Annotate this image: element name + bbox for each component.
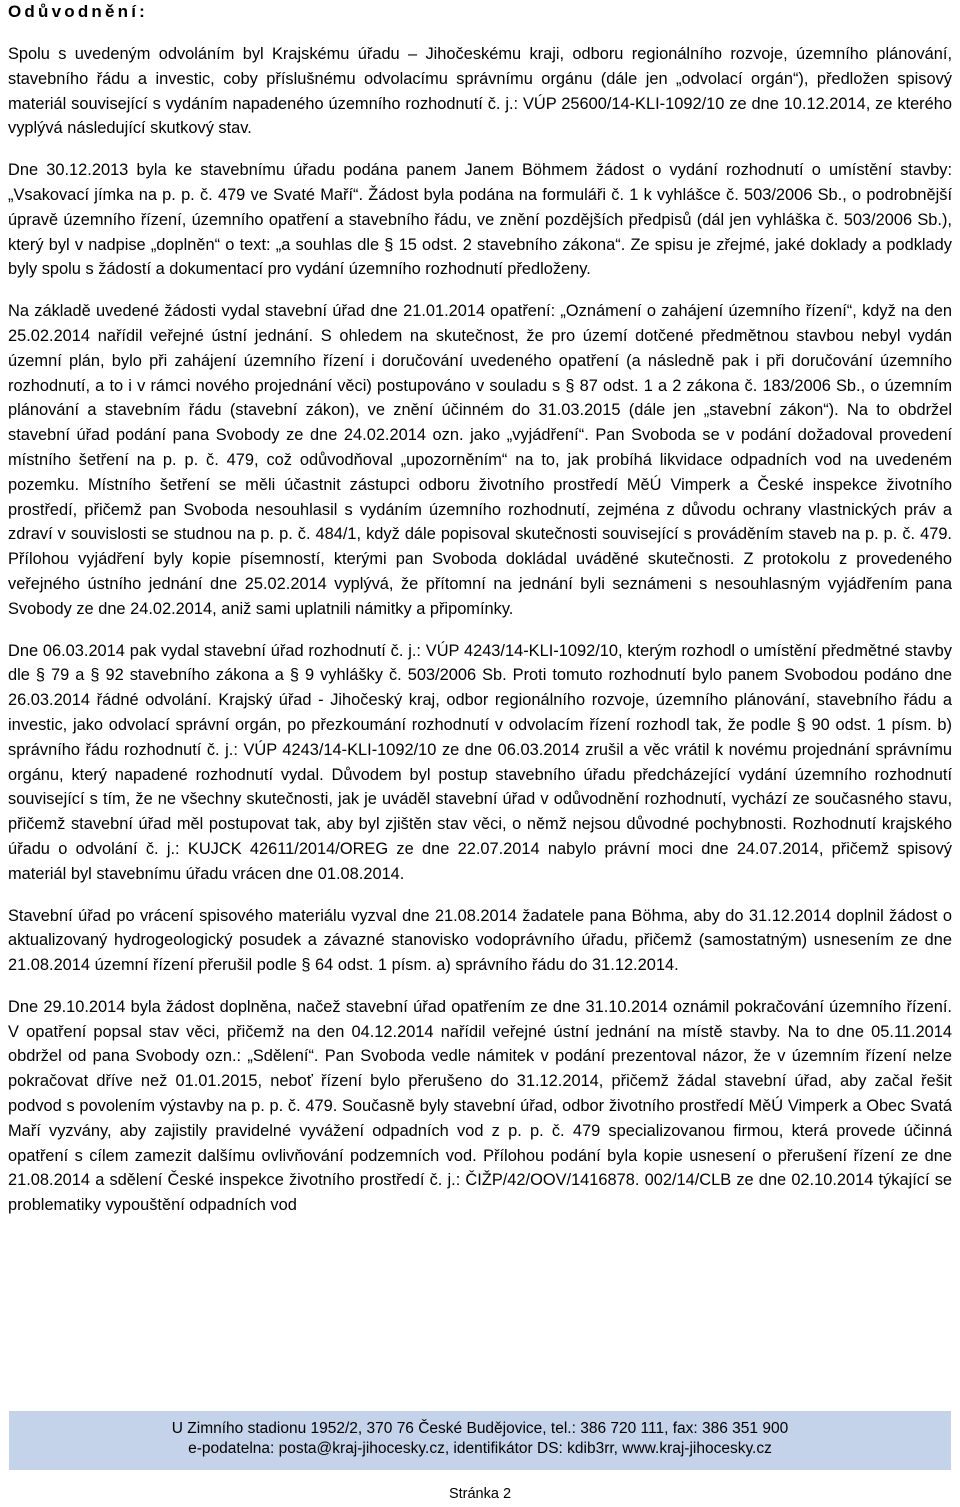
page-number: Stránka 2 <box>448 1486 512 1502</box>
footer-contact-band <box>9 1411 951 1470</box>
footer-contacts: e-podatelna: posta@kraj-jihocesky.cz, identifikátor DS: kdib3rr, www.kraj-jihocesky.cz <box>188 1440 772 1457</box>
paragraph: Na základě uvedené žádosti vydal stavební úřad dne 21.01.2014 opatření: „Oznámení o zahájení územního řízení“, když na den 25.02.2014 nařídil veřejné ústní jednání. S ohledem na skutečnost, že pro území dotčené předmětnou stavbou nebyl vydán územní plán, bylo při zahájení územního řízení i doručování uvedeného opatření (a následně pak i při doručování územního rozhodnutí, a to i v rámci nového projednání věci) postupováno v souladu s § 87 odst. 1 a 2 zákona č. 183/2006 Sb., o územním plánování a stavebním řádu (stavební zákon), ve znění účinném do 31.03.2015 (dále jen „stavební zákon“). Na to obdržel stavební úřad podání pana Svobody ze dne 24.02.2014 ozn. jako „vyjádření“. Pan Svoboda se v podání dožadoval provedení místního šetření na p. p. č. 479, což odůvodňoval „upozorněním“ na to, jak probíhá likvidace odpadních vod na uvedeném pozemku. Místního šetření se měli účastnit zástupci odboru životního prostředí MěÚ Vimperk a České inspekce životního prostředí, přičemž pan Svoboda nesouhlasil s vydáním územního rozhodnutí, zejména z důvodu ochrany vlastnických práv a zdraví v souvislosti se studnou na p. p. č. 484/1, když dále popisoval skutečnosti související s prováděním staveb na p. p. č. 479. Přílohou vyjádření byly kopie písemností, kterými pan Svoboda dokládal uváděné skutečnosti. Z protokolu z provedeného veřejného ústního jednání dne 25.02.2014 vyplývá, že přítomní na jednání byli seznámeni s nesouhlasným vyjádřením pana Svobody ze dne 24.02.2014, aniž sami uplatnili námitky a připomínky. <box>8 302 952 618</box>
document-page <box>8 0 952 1215</box>
paragraph: Stavební úřad po vrácení spisového materiálu vyzval dne 21.08.2014 žadatele pana Böhma, aby do 31.12.2014 doplnil žádost o aktualizovaný hydrogeologický posudek a závazné stanovisko vodoprávního úřadu, přičemž (samostatným) usnesením ze dne 21.08.2014 územní řízení přerušil podle § 64 odst. 1 písm. a) správního řádu do 31.12.2014. <box>8 906 952 975</box>
paragraph: Dne 06.03.2014 pak vydal stavební úřad rozhodnutí č. j.: VÚP 4243/14-KLI-1092/10, kterým rozhodl o umístění předmětné stavby dle § 79 a § 92 stavebního zákona a § 9 vyhlášky č. 503/2006 Sb. Proti tomuto rozhodnutí bylo panem Svobodou podáno dne 26.03.2014 řádné odvolání. Krajský úřad - Jihočeský kraj, odbor regionálního rozvoje, územního plánování, stavebního řádu a investic, jako odvolací správní orgán, po přezkoumání rozhodnutí v odvolacím řízení rozhodl tak, že podle § 90 odst. 1 písm. b) správního řádu rozhodnutí č. j.: VÚP 4243/14-KLI-1092/10 ze dne 06.03.2014 zrušil a věc vrátil k novému projednání správnímu orgánu, který napadené rozhodnutí vydal. Důvodem byl postup stavebního úřadu předcházející vydání územního rozhodnutí související s tím, že ne všechny skutečnosti, jak je uváděl stavební úřad v odůvodnění rozhodnutí, vychází ze současného stavu, přičemž stavební úřad měl postupovat tak, aby byl zjištěn stav věci, o němž nejsou důvodné pochybnosti. Rozhodnutí krajského úřadu o odvolání č. j.: KUJCK 42611/2014/OREG ze dne 22.07.2014 nabylo právní moci dne 24.07.2014, přičemž spisový materiál byl stavebnímu úřadu vrácen dne 01.08.2014. <box>8 641 952 883</box>
footer-address: U Zimního stadionu 1952/2, 370 76 České Budějovice, tel.: 386 720 111, fax: 386 351 900 <box>171 1420 789 1437</box>
body-text <box>8 42 952 1235</box>
paragraph: Spolu s uvedeným odvoláním byl Krajskému úřadu – Jihočeskému kraji, odboru regionálního rozvoje, územního plánování, stavebního řádu a investic, coby příslušnému odvolacímu správnímu orgánu (dále jen „odvolací orgán“), předložen spisový materiál související s vydáním napadeného územního rozhodnutí č. j.: VÚP 25600/14-KLI-1092/10 ze dne 10.12.2014, ze kterého vyplývá následující skutkový stav. <box>8 45 952 138</box>
section-heading: Odůvodnění: <box>8 2 149 21</box>
paragraph: Dne 30.12.2013 byla ke stavebnímu úřadu podána panem Janem Böhmem žádost o vydání rozhodnutí o umístění stavby: „Vsakovací jímka na p. p. č. 479 ve Svaté Maří“. Žádost byla podána na formuláři č. 1 k vyhlášce č. 503/2006 Sb., o podrobnější úpravě územního řízení, územního opatření a stavebního řádu, ve znění pozdějších předpisů (dál jen vyhláška č. 503/2006 Sb.), který byl v nadpise „doplněn“ o text: „a souhlas dle § 15 odst. 2 stavebního zákona“. Ze spisu je zřejmé, jaké doklady a podklady byly spolu s žádostí a dokumentací pro vydání územního rozhodnutí předloženy. <box>8 161 952 279</box>
paragraph: Dne 29.10.2014 byla žádost doplněna, načež stavební úřad opatřením ze dne 31.10.2014 oznámil pokračování územního řízení. V opatření popsal stav věci, přičemž na den 04.12.2014 nařídil veřejné ústní jednání na místě stavby. Na to dne 05.11.2014 obdržel od pana Svobody ozn.: „Sdělení“. Pan Svoboda vedle námitek v podání prezentoval názor, že v územním řízení nelze pokračovat dříve než 01.01.2015, neboť řízení bylo přerušeno do 31.12.2014, přičemž žádal stavební úřad, aby začal řešit podvod s povolením výstavby na p. p. č. 479. Současně byly stavební úřad, odbor životního prostředí MěÚ Vimperk a Obec Svatá Maří vyzvány, aby zajistily pravidelné vyvážení odpadních vod z p. p. č. 479 specializovanou firmou, která provede účinná opatření s cílem zamezit dalšímu ovlivňování podzemních vod. Přílohou podání byla kopie usnesení o přerušení řízení ze dne 21.08.2014 a sdělení České inspekce životního prostředí č. j.: ČIŽP/42/OOV/1416878. 002/14/CLB ze dne 02.10.2014 týkající se problematiky vypouštění odpadních vod <box>8 997 952 1215</box>
